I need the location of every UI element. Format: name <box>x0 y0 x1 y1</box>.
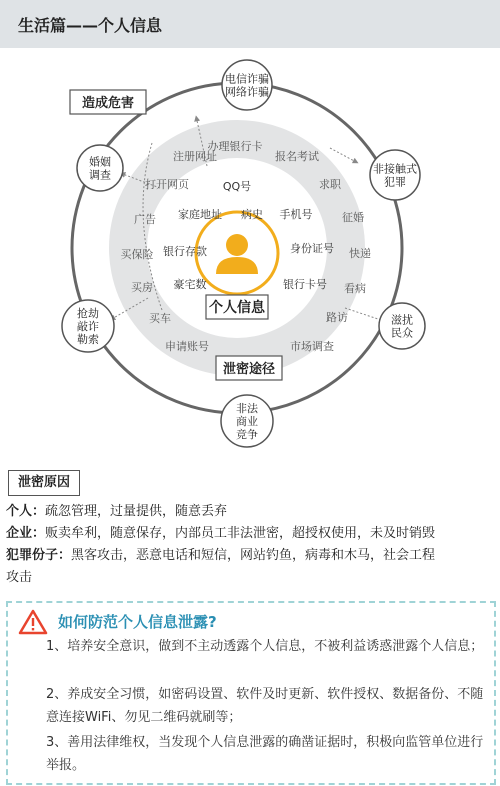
ring-item: 求职 <box>319 178 341 191</box>
ring-item: 路访 <box>326 311 348 324</box>
inner-item: 家庭地址 <box>178 208 222 221</box>
cause-criminal-cont: 攻击 <box>6 570 33 585</box>
outer-node-label: 民众 <box>391 326 413 340</box>
outer-node-label: 敲诈 <box>77 320 99 333</box>
outer-node-label: 婚姻 <box>89 155 111 169</box>
cause-enterprise: 企业：贩卖牟利，随意保存，内部员工非法泄密，超授权使用，未及时销毁 <box>6 526 436 541</box>
ring-item: 买保险 <box>120 248 154 261</box>
ring-item: 买房 <box>131 281 153 294</box>
harm-title: 造成危害 <box>81 96 135 111</box>
inner-item: 豪宅数 <box>173 278 207 291</box>
outer-node-label: 竞争 <box>236 428 258 441</box>
tip-item-3: 3、善用法律维权，当发现个人信息泄露的确凿证据时，积极向监管单位进行举报。 <box>46 735 484 773</box>
inner-item: 身份证号 <box>290 242 334 255</box>
outer-node-label: 滋扰 <box>391 313 413 327</box>
ring-item: 看病 <box>344 282 366 295</box>
ring-item: 申请账号 <box>165 340 209 353</box>
outer-node-label: 调查 <box>89 168 111 182</box>
tips-box <box>6 601 496 785</box>
inner-item: 病史 <box>241 208 263 221</box>
outer-node-label: 抢劫 <box>77 307 99 320</box>
section-header <box>0 0 500 48</box>
ring-item: 办理银行卡 <box>207 140 263 153</box>
page-title: 生活篇——个人信息 <box>18 16 163 35</box>
inner-item: 手机号 <box>279 208 313 221</box>
outer-node-label: 商业 <box>236 415 258 428</box>
outer-node-label: 非法 <box>236 402 258 415</box>
cause-criminal: 犯罪份子：黑客攻击，恶意电话和短信，网站钓鱼，病毒和木马，社会工程 <box>6 548 436 563</box>
ring-item: 打开网页 <box>145 178 189 191</box>
ring-item: 注册网址 <box>173 150 217 163</box>
inner-item: 银行存款 <box>163 245 207 258</box>
tips-title: 如何防范个人信息泄露? <box>58 613 217 631</box>
ring-item: 广告 <box>134 213 156 226</box>
outer-node-label: 非接触式 <box>373 162 417 176</box>
inner-item: 银行卡号 <box>283 278 327 291</box>
personal-info-diagram <box>0 48 500 460</box>
outer-node-label: 勒索 <box>77 333 99 346</box>
inner-item: QQ号 <box>222 180 252 193</box>
tip-item-2: 2、养成安全习惯，如密码设置、软件及时更新、软件授权、数据备份、不随意连接WiFi、勿见二维码就刷等； <box>46 687 484 725</box>
ring-item: 报名考试 <box>275 150 319 163</box>
outer-node-label: 网络诈骗 <box>225 85 269 99</box>
cause-title: 泄密原因 <box>8 470 80 496</box>
ring-item: 买车 <box>149 312 171 325</box>
leak-title: 泄密途径 <box>222 362 276 377</box>
center-label: 个人信息 <box>209 300 265 316</box>
outer-node-label: 犯罪 <box>384 175 406 189</box>
warning-icon <box>18 609 48 635</box>
ring-item: 征婚 <box>342 211 364 224</box>
ring-item: 快递 <box>349 247 371 260</box>
tip-item-1: 1、培养安全意识，做到不主动透露个人信息，不被利益诱惑泄露个人信息； <box>46 639 484 654</box>
cause-personal: 个人：疏忽管理，过量提供，随意丢弃 <box>6 504 228 519</box>
ring-item: 市场调查 <box>290 340 334 353</box>
outer-node-label: 电信诈骗 <box>225 72 269 86</box>
